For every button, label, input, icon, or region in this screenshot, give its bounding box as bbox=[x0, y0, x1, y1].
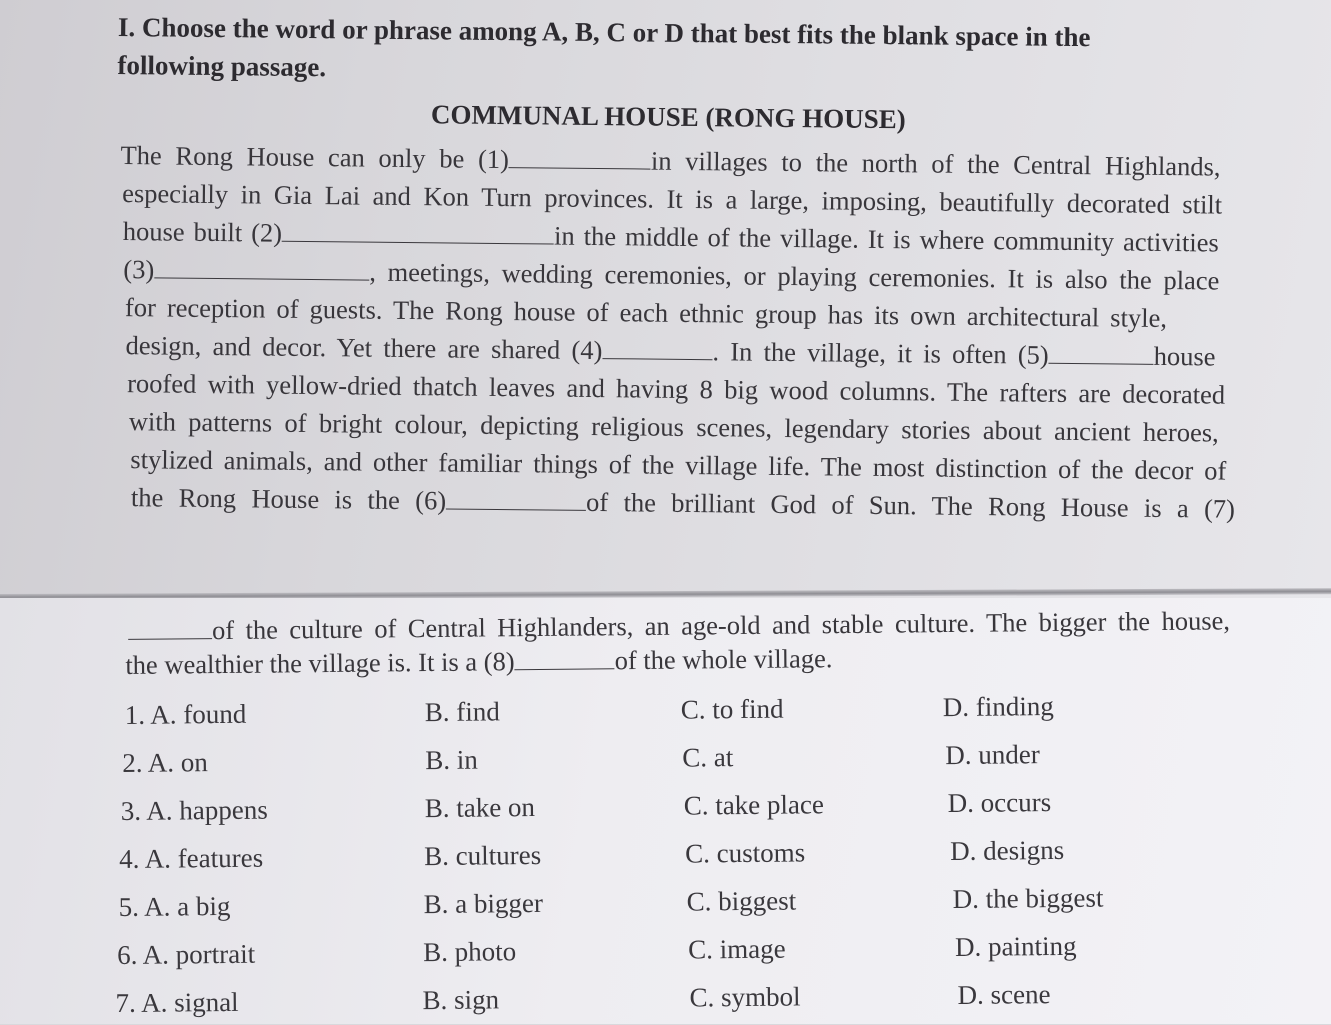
blank-2 bbox=[282, 219, 554, 245]
option-1b: B. find bbox=[424, 696, 500, 728]
option-2a: 2. A. on bbox=[122, 747, 208, 778]
option-5a: 5. A. a big bbox=[118, 890, 231, 923]
option-6c: C. image bbox=[687, 933, 786, 965]
passage-line-8: with patterns of bright colour, depicting religious scenes, legendary stories about ancient heroes, bbox=[128, 406, 1219, 448]
blank-6 bbox=[446, 486, 586, 510]
option-3a: 3. A. happens bbox=[120, 794, 268, 827]
exercise-instruction bbox=[117, 8, 1198, 95]
lower-page-content bbox=[0, 586, 1331, 1025]
option-2d: D. under bbox=[945, 739, 1040, 771]
option-7a: 7. A. signal bbox=[115, 986, 239, 1019]
option-3c: C. take place bbox=[683, 789, 825, 821]
option-3b: B. take on bbox=[424, 792, 536, 824]
passage-line-2: especially in Gia Lai and Kon Turn provinces. It is a large, imposing, beautifully decorated stilt bbox=[122, 178, 1223, 220]
passage-line-10: the Rong House is the (6) of the brilliant God of Sun. The Rong House is a (7) bbox=[130, 482, 1236, 524]
option-3d: D. occurs bbox=[947, 787, 1052, 819]
option-4d: D. designs bbox=[950, 834, 1065, 867]
instruction-line-1: I. Choose the word or phrase among A, B, C or D that best fits the blank space in the bbox=[117, 11, 1091, 53]
option-1c: C. to find bbox=[680, 693, 784, 725]
passage-continued-line-2: the wealthier the village is. It is a (8) of the whole village. bbox=[125, 643, 833, 680]
lower-page bbox=[0, 598, 1331, 1024]
option-5b: B. a bigger bbox=[423, 887, 544, 920]
option-5d: D. the biggest bbox=[952, 882, 1104, 915]
blank-8 bbox=[514, 646, 614, 670]
passage-line-5: for reception of guests. The Rong house of each ethnic group has its own architectural style, bbox=[124, 292, 1168, 333]
option-4c: C. customs bbox=[685, 837, 806, 869]
option-2b: B. in bbox=[425, 744, 478, 776]
passage-line-3: house built (2) in the middle of the village. It is where community activities bbox=[122, 216, 1219, 258]
option-6a: 6. A. portrait bbox=[116, 938, 256, 971]
option-4b: B. cultures bbox=[424, 839, 542, 872]
blank-7 bbox=[128, 616, 212, 640]
blank-4 bbox=[602, 336, 712, 360]
blank-3 bbox=[154, 255, 369, 280]
option-7c: C. symbol bbox=[689, 981, 801, 1013]
option-7b: B. sign bbox=[422, 984, 500, 1016]
option-1a: 1. A. found bbox=[124, 698, 247, 730]
instruction-line-2: following passage. bbox=[117, 49, 327, 83]
passage-line-9: stylized animals, and other familiar things of the village life. The most distinction of the decor of bbox=[130, 444, 1227, 486]
passage-line-7: roofed with yellow-dried thatch leaves and having 8 big wood columns. The rafters are decorated bbox=[127, 368, 1226, 410]
option-2c: C. at bbox=[682, 742, 734, 773]
blank-1 bbox=[509, 145, 651, 169]
passage-line-6: design, and decor. Yet there are shared (4) . In the village, it is often (5) house bbox=[125, 330, 1216, 372]
passage-line-4: (3) , meetings, wedding ceremonies, or playing ceremonies. It is also the place bbox=[123, 254, 1220, 296]
option-1d: D. finding bbox=[942, 691, 1054, 723]
blank-5 bbox=[1049, 341, 1154, 365]
option-6d: D. painting bbox=[954, 930, 1077, 962]
option-4a: 4. A. features bbox=[119, 842, 264, 875]
passage-line-1: The Rong House can only be (1) in villages to the north of the Central Highlands, bbox=[120, 140, 1221, 182]
passage-continued-line-1: of the culture of Central Highlanders, an age-old and stable culture. The bigger the house, bbox=[128, 603, 1230, 648]
option-6b: B. photo bbox=[422, 936, 517, 968]
option-7d: D. scene bbox=[957, 979, 1051, 1010]
option-5c: C. biggest bbox=[686, 885, 797, 917]
passage-title: COMMUNAL HOUSE (RONG HOUSE) bbox=[430, 99, 906, 135]
